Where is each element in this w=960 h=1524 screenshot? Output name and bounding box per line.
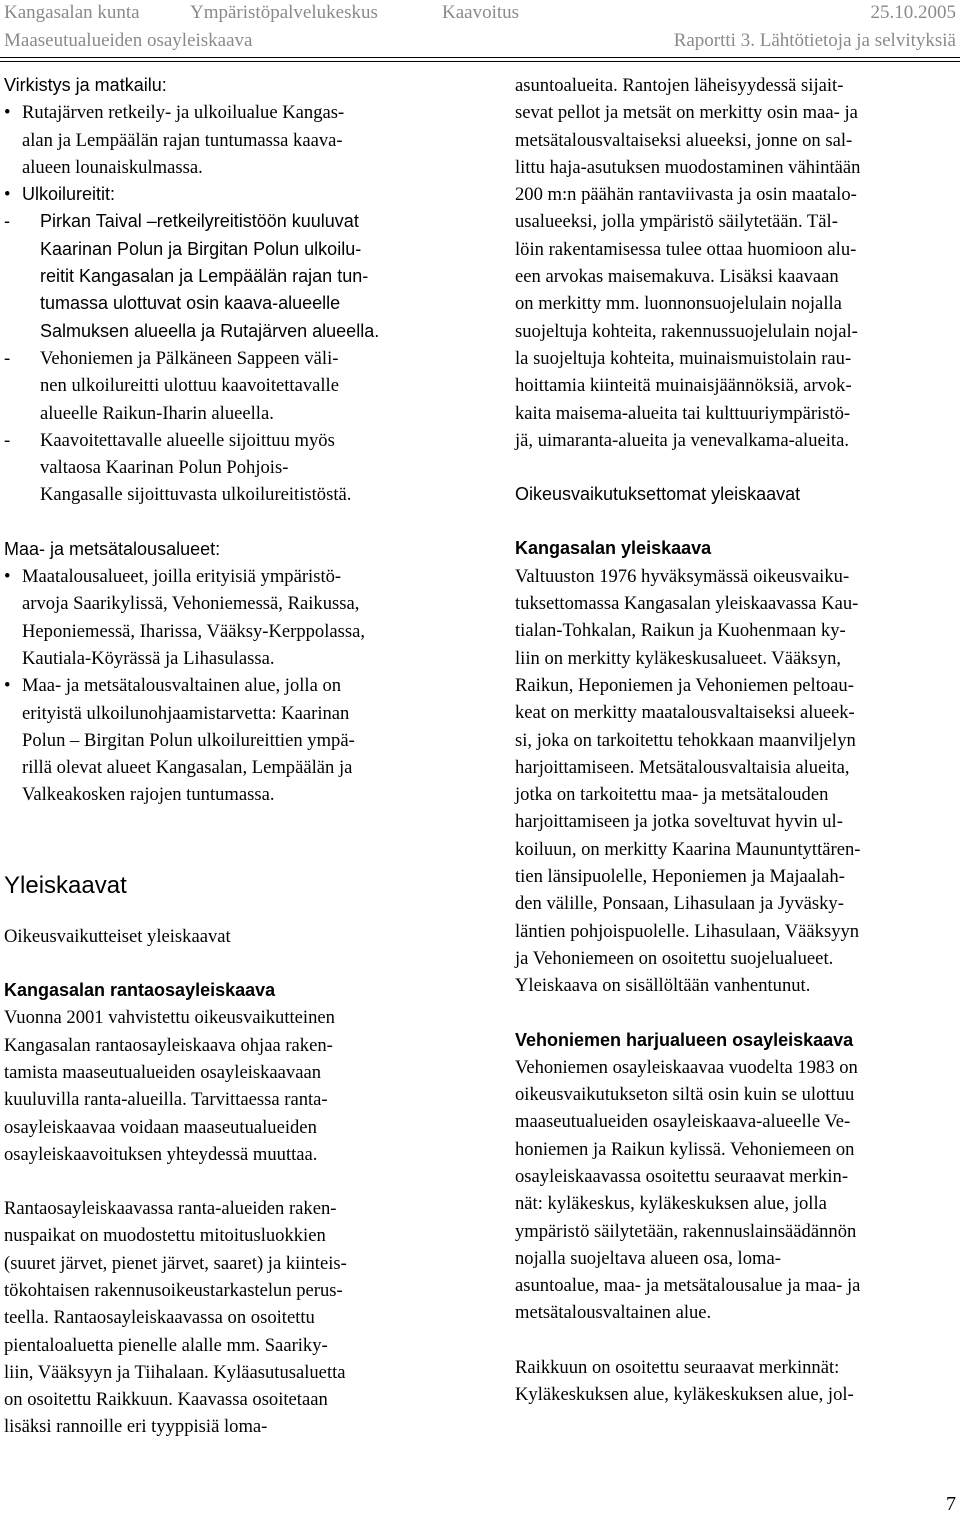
text-line: Rantaosayleiskaavassa ranta-alueiden raken- xyxy=(4,1198,337,1220)
text-line: koiluun, on merkitty Kaarina Maununtyttären- xyxy=(515,838,861,860)
text-line: on osoitettu Raikkuun. Kaavassa osoitetaan xyxy=(4,1389,328,1411)
text-line: Maatalousalueet, joilla erityisiä ympäristö- xyxy=(22,566,342,588)
text-line: tamista maaseutualueiden osayleiskaavaan xyxy=(4,1061,322,1083)
dash-text xyxy=(40,427,351,509)
text-line: honiemen ja Raikun kylissä. Vehoniemeen on xyxy=(515,1138,855,1160)
dash-item xyxy=(4,345,454,427)
text-line: löin rakentamisessa tulee ottaa huomioon alu- xyxy=(515,238,857,260)
text-line: alueen lounaiskulmassa. xyxy=(22,156,203,178)
text-line: kaita maisema-alueita tai kulttuuriympäristö- xyxy=(515,402,851,424)
text-line: la suojeltuja kohteita, muinaismuistolain rau- xyxy=(515,347,852,369)
text-line: valtaosa Kaarinan Polun Pohjois- xyxy=(40,457,289,479)
text-line: Kautiala-Köyrässä ja Lihasulassa. xyxy=(22,647,275,669)
text-line: Raikun, Heponiemen ja Vehoniemen peltoau- xyxy=(515,674,854,696)
text-line: Kangasalle sijoittuvasta ulkoilureitistöstä. xyxy=(40,484,352,506)
text-line: osayleiskaavoituksen yhteydessä muuttaa. xyxy=(4,1143,318,1165)
text-line: arvoja Saarikylissä, Vehoniemessä, Raikussa, xyxy=(22,593,360,615)
header-rule xyxy=(0,57,960,58)
bullet-title: Ulkoilureitit: xyxy=(22,184,116,205)
text-line: (suuret järvet, pienet järvet, saaret) ja kiinteis- xyxy=(4,1252,347,1274)
text-line: Polun – Birgitan Polun ulkoilureittien ympä- xyxy=(22,729,355,751)
page-number: 7 xyxy=(946,1493,956,1515)
plan-heading: Vehoniemen harjualueen osayleiskaava xyxy=(515,1029,854,1050)
text-line: tökohtaisen rakennusoikeustarkastelun perus- xyxy=(4,1279,343,1301)
text-line: osayleiskaavassa osoitettu seuraavat merkin- xyxy=(515,1165,849,1187)
text-line: lisäksi rannoille eri tyyppisiä loma- xyxy=(4,1416,268,1438)
text-line: alueelle Raikun-Iharin alueella. xyxy=(40,402,274,424)
text-line: Valkeakosken rajojen tuntumassa. xyxy=(22,784,275,806)
text-line: Kaarinan Polun ja Birgitan Polun ulkoilu- xyxy=(40,238,362,259)
text-line: läntien pohjoispuolelle. Lihasulaan, Vääksyyn xyxy=(515,920,860,942)
bullet-icon: • xyxy=(4,566,11,588)
text-line: tumassa ulottuvat osin kaava-alueelle xyxy=(40,293,341,314)
text-line: littu haja-asutuksen muodostaminen vähintään xyxy=(515,156,861,178)
header-doc-title: Maaseutualueiden osayleiskaava xyxy=(4,30,253,51)
text-line: reitit Kangasalan ja Lempäälän rajan tun- xyxy=(40,266,369,287)
section-heading: Yleiskaavat xyxy=(4,871,127,899)
header-rule xyxy=(0,61,960,62)
bullet-text xyxy=(22,672,355,808)
text-line: Vehoniemen ja Pälkäneen Sappeen väli- xyxy=(40,347,339,369)
dash-text xyxy=(40,345,339,427)
dash-item xyxy=(4,208,454,344)
text-line: Kaavoitettavalle alueelle sijoittuu myös xyxy=(40,429,335,451)
text-line: Rutajärven retkeily- ja ulkoilualue Kangas- xyxy=(22,102,345,124)
bullet-icon: • xyxy=(4,184,11,206)
paragraph xyxy=(515,563,960,1000)
virkistys-label: Virkistys ja matkailu: xyxy=(4,75,167,95)
text-line: sevat pellot ja metsät on merkitty osin maa- ja xyxy=(515,102,858,124)
text-line: ja Vehoniemeen on osoitettu suojelualueet. xyxy=(515,947,834,969)
bullet-icon: • xyxy=(4,102,11,124)
bullet-text xyxy=(22,563,365,672)
right-column xyxy=(515,72,960,1408)
text-line: hoittamia kiinteitä muinaisjäännöksiä, arvok- xyxy=(515,375,852,397)
text-line: asuntoalue, maa- ja metsätalousalue ja maa- ja xyxy=(515,1275,861,1297)
paragraph xyxy=(4,1195,454,1441)
text-line: si, joka on tarkoitettu tehokkaan maanviljelyn xyxy=(515,729,856,751)
paragraph xyxy=(515,72,960,454)
dash-text xyxy=(40,208,379,344)
header-unit: Kaavoitus xyxy=(442,2,520,23)
text-line: nojalla suojeltava alueen osa, loma- xyxy=(515,1247,781,1269)
text-line: Yleiskaava on sisällöltään vanhentunut. xyxy=(515,975,811,997)
dash-marker: - xyxy=(4,347,11,369)
text-line: keat on merkitty maatalousvaltaiseksi alueek- xyxy=(515,702,855,724)
text-line: liin on merkitty kyläkeskusalueet. Vääksyn, xyxy=(515,647,842,669)
text-line: Kyläkeskuksen alue, kyläkeskuksen alue, jol- xyxy=(515,1384,854,1406)
text-line: usalueeksi, jolla ympäristö säilytetään. Täl- xyxy=(515,211,838,233)
list-item xyxy=(4,99,454,181)
header-date: 25.10.2005 xyxy=(870,2,956,23)
plan-heading: Kangasalan rantaosayleiskaava xyxy=(4,980,276,1001)
subsection-label: Oikeusvaikutteiset yleiskaavat xyxy=(4,925,231,947)
list-item xyxy=(4,563,454,672)
text-line: on merkitty mm. luonnonsuojelulain nojalla xyxy=(515,293,842,315)
page-header-line2 xyxy=(0,28,960,54)
plan-heading: Kangasalan yleiskaava xyxy=(515,538,712,559)
text-line: rillä olevat alueet Kangasalan, Lempäälän ja xyxy=(22,757,353,779)
header-dept: Ympäristöpalvelukeskus xyxy=(190,2,378,23)
text-line: erityistä ulkoilunohjaamistarvetta: Kaarinan xyxy=(22,702,350,724)
text-line: Maa- ja metsätalousvaltainen alue, jolla on xyxy=(22,675,342,697)
left-column xyxy=(4,72,454,1441)
text-line: Vehoniemen osayleiskaavaa vuodelta 1983 on xyxy=(515,1056,858,1078)
bullet-icon: • xyxy=(4,675,11,697)
subsection-label: Oikeusvaikutuksettomat yleiskaavat xyxy=(515,484,801,505)
text-line: nät: kyläkeskus, kyläkeskuksen alue, jolla xyxy=(515,1193,827,1215)
text-line: tialan-Tohkalan, Raikun ja Kuohenmaan ky- xyxy=(515,620,846,642)
text-line: nen ulkoilureitti ulottuu kaavoitettavalle xyxy=(40,375,339,397)
text-line: Vuonna 2001 vahvistettu oikeusvaikutteinen xyxy=(4,1007,335,1029)
text-line: maaseutualueiden osayleiskaava-alueelle Ve- xyxy=(515,1111,851,1133)
text-line: osayleiskaavaa voidaan maaseutualueiden xyxy=(4,1116,317,1138)
page-header-line1 xyxy=(0,0,960,26)
text-line: liin, Vääksyyn ja Tiihalaan. Kyläasutusaluetta xyxy=(4,1361,346,1383)
text-line: Heponiemessä, Iharissa, Vääksy-Kerppolassa, xyxy=(22,620,366,642)
text-line: Pirkan Taival –retkeilyreitistöön kuuluvat xyxy=(40,211,359,232)
text-line: Valtuuston 1976 hyväksymässä oikeusvaiku- xyxy=(515,565,850,587)
text-line: een arvokas maisemakuva. Lisäksi kaavaan xyxy=(515,266,839,288)
list-item xyxy=(4,181,454,208)
text-line: Salmuksen alueella ja Rutajärven alueella. xyxy=(40,320,380,341)
text-line: ympäristö säilytetään, rakennuslainsäädännön xyxy=(515,1220,857,1242)
text-line: 200 m:n päähän rantaviivasta ja osin maatalo- xyxy=(515,184,857,206)
paragraph xyxy=(4,1004,454,1168)
text-line: metsätalousvaltainen alue. xyxy=(515,1302,712,1324)
text-line: nuspaikat on muodostettu mitoitusluokkien xyxy=(4,1225,326,1247)
text-line: metsätalousvaltaiseksi alueeksi, jonne on sal- xyxy=(515,129,853,151)
dash-item xyxy=(4,427,454,509)
text-line: jotka on tarkoitettu maa- ja metsätalouden xyxy=(515,784,829,806)
text-line: den välille, Ponsaan, Lihasulaan ja Jyväsky- xyxy=(515,893,844,915)
text-line: oikeusvaikutukseton siltä osin kuin se ulottuu xyxy=(515,1084,855,1106)
text-line: jä, uimaranta-alueita ja venevalkama-alueita. xyxy=(515,429,849,451)
header-org: Kangasalan kunta xyxy=(4,2,140,23)
text-line: teella. Rantaosayleiskaavassa on osoitettu xyxy=(4,1307,315,1329)
dash-marker: - xyxy=(4,211,10,232)
text-line: pientaloaluetta pienelle alalle mm. Saariky- xyxy=(4,1334,328,1356)
text-line: harjoittamiseen ja jotka soveltuvat hyvin ul- xyxy=(515,811,843,833)
text-line: tuksettomassa Kangasalan yleiskaavassa Kau- xyxy=(515,593,859,615)
text-line: harjoittamiseen. Metsätalousvaltaisia alueita, xyxy=(515,756,850,778)
text-line: tien länsipuolelle, Heponiemen ja Majaalah- xyxy=(515,866,845,888)
list-item xyxy=(4,672,454,808)
paragraph xyxy=(515,1354,960,1409)
text-line: alan ja Lempäälän rajan tuntumassa kaava- xyxy=(22,129,343,151)
dash-marker: - xyxy=(4,429,11,451)
maa-label: Maa- ja metsätalousalueet: xyxy=(4,538,221,559)
bullet-text xyxy=(22,99,344,181)
text-line: kuuluvilla ranta-alueilla. Tarvittaessa ranta- xyxy=(4,1089,328,1111)
paragraph xyxy=(515,1054,960,1327)
text-line: asuntoalueita. Rantojen läheisyydessä sijait- xyxy=(515,75,844,96)
text-line: Kangasalan rantaosayleiskaava ohjaa raken- xyxy=(4,1034,333,1056)
text-line: suojeltuja kohteita, rakennussuojelulain nojal- xyxy=(515,320,858,342)
text-line: Raikkuun on osoitettu seuraavat merkinnät: xyxy=(515,1356,840,1378)
header-report: Raportti 3. Lähtötietoja ja selvityksiä xyxy=(673,30,956,51)
